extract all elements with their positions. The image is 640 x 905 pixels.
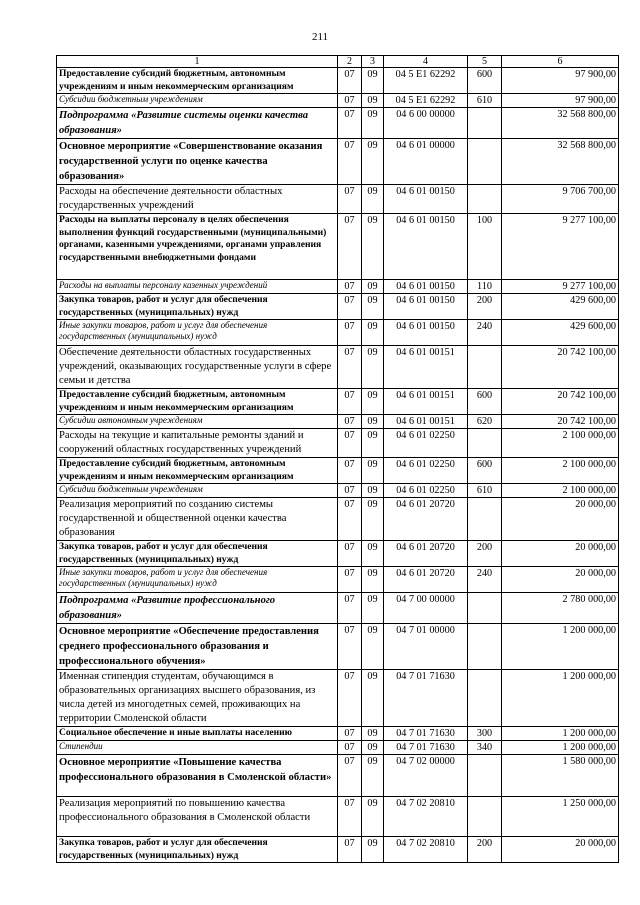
row-name: Иные закупки товаров, работ и услуг для обеспечения государственных (муниципальных) нужд bbox=[57, 567, 338, 593]
row-amount: 97 900,00 bbox=[502, 68, 619, 94]
row-amount: 20 742 100,00 bbox=[502, 346, 619, 389]
row-section: 07 bbox=[338, 670, 362, 727]
row-target-code: 04 7 01 71630 bbox=[384, 741, 468, 755]
row-amount: 32 568 800,00 bbox=[502, 108, 619, 139]
row-target-code: 04 6 01 00150 bbox=[384, 185, 468, 214]
row-subsection: 09 bbox=[362, 346, 384, 389]
row-amount: 1 200 000,00 bbox=[502, 727, 619, 741]
row-expense-type: 340 bbox=[468, 741, 502, 755]
row-amount: 2 100 000,00 bbox=[502, 429, 619, 458]
row-expense-type: 610 bbox=[468, 484, 502, 498]
row-section: 07 bbox=[338, 108, 362, 139]
row-target-code: 04 6 01 00151 bbox=[384, 346, 468, 389]
table-row bbox=[57, 755, 619, 797]
row-section: 07 bbox=[338, 68, 362, 94]
row-expense-type: 610 bbox=[468, 94, 502, 108]
table-row bbox=[57, 593, 619, 624]
row-name: Закупка товаров, работ и услуг для обеспечения государственных (муниципальных) нужд bbox=[57, 541, 338, 567]
row-subsection: 09 bbox=[362, 139, 384, 185]
column-header-subsection: 3 bbox=[362, 56, 384, 68]
row-subsection: 09 bbox=[362, 320, 384, 346]
row-amount: 429 600,00 bbox=[502, 320, 619, 346]
row-section: 07 bbox=[338, 94, 362, 108]
row-expense-type: 240 bbox=[468, 567, 502, 593]
page-number: 211 bbox=[311, 31, 329, 43]
row-section: 07 bbox=[338, 797, 362, 837]
row-section: 07 bbox=[338, 320, 362, 346]
row-section: 07 bbox=[338, 389, 362, 415]
table-row bbox=[57, 670, 619, 727]
column-header-target: 4 bbox=[384, 56, 468, 68]
row-subsection: 09 bbox=[362, 389, 384, 415]
row-name: Обеспечение деятельности областных государственных учреждений, оказывающих государственные услуги в сфере семьи и детства bbox=[57, 346, 338, 389]
row-amount: 9 706 700,00 bbox=[502, 185, 619, 214]
row-name: Предоставление субсидий бюджетным, автономным учреждениям и иным некоммерческим организациям bbox=[57, 389, 338, 415]
column-header-amount: 6 bbox=[502, 56, 619, 68]
row-amount: 2 100 000,00 bbox=[502, 458, 619, 484]
table-row bbox=[57, 429, 619, 458]
row-target-code: 04 7 01 71630 bbox=[384, 727, 468, 741]
table-body bbox=[57, 68, 619, 863]
row-section: 07 bbox=[338, 727, 362, 741]
row-target-code: 04 6 01 00151 bbox=[384, 389, 468, 415]
row-name: Реализация мероприятий по повышению качества профессионального образования в Смоленской области bbox=[57, 797, 338, 837]
row-name: Субсидии автономным учреждениям bbox=[57, 415, 338, 429]
row-subsection: 09 bbox=[362, 94, 384, 108]
row-target-code: 04 5 E1 62292 bbox=[384, 94, 468, 108]
row-name: Закупка товаров, работ и услуг для обеспечения государственных (муниципальных) нужд bbox=[57, 837, 338, 863]
row-expense-type: 100 bbox=[468, 214, 502, 280]
row-subsection: 09 bbox=[362, 741, 384, 755]
row-expense-type: 620 bbox=[468, 415, 502, 429]
row-section: 07 bbox=[338, 185, 362, 214]
table-row bbox=[57, 415, 619, 429]
row-expense-type bbox=[468, 108, 502, 139]
table-row bbox=[57, 727, 619, 741]
row-name: Основное мероприятие «Обеспечение предоставления среднего профессионального образования и профессионального обучения» bbox=[57, 624, 338, 670]
row-section: 07 bbox=[338, 280, 362, 294]
row-expense-type bbox=[468, 624, 502, 670]
row-section: 07 bbox=[338, 755, 362, 797]
row-amount: 20 742 100,00 bbox=[502, 389, 619, 415]
row-section: 07 bbox=[338, 498, 362, 541]
row-target-code: 04 6 01 20720 bbox=[384, 498, 468, 541]
row-name: Социальное обеспечение и иные выплаты населению bbox=[57, 727, 338, 741]
row-amount: 9 277 100,00 bbox=[502, 214, 619, 280]
row-amount: 429 600,00 bbox=[502, 294, 619, 320]
row-target-code: 04 6 01 00150 bbox=[384, 280, 468, 294]
row-target-code: 04 7 02 20810 bbox=[384, 837, 468, 863]
row-amount: 2 780 000,00 bbox=[502, 593, 619, 624]
row-amount: 20 000,00 bbox=[502, 567, 619, 593]
row-target-code: 04 7 01 71630 bbox=[384, 670, 468, 727]
row-amount: 9 277 100,00 bbox=[502, 280, 619, 294]
row-section: 07 bbox=[338, 139, 362, 185]
table-row bbox=[57, 214, 619, 280]
row-expense-type: 200 bbox=[468, 837, 502, 863]
row-section: 07 bbox=[338, 214, 362, 280]
row-target-code: 04 6 00 00000 bbox=[384, 108, 468, 139]
row-target-code: 04 7 02 20810 bbox=[384, 797, 468, 837]
row-subsection: 09 bbox=[362, 837, 384, 863]
row-target-code: 04 7 02 00000 bbox=[384, 755, 468, 797]
row-subsection: 09 bbox=[362, 755, 384, 797]
row-expense-type: 240 bbox=[468, 320, 502, 346]
table-row bbox=[57, 68, 619, 94]
row-subsection: 09 bbox=[362, 567, 384, 593]
row-name: Закупка товаров, работ и услуг для обеспечения государственных (муниципальных) нужд bbox=[57, 294, 338, 320]
row-subsection: 09 bbox=[362, 108, 384, 139]
row-section: 07 bbox=[338, 624, 362, 670]
row-amount: 20 742 100,00 bbox=[502, 415, 619, 429]
row-subsection: 09 bbox=[362, 593, 384, 624]
row-expense-type bbox=[468, 593, 502, 624]
table-row bbox=[57, 541, 619, 567]
row-target-code: 04 6 01 00150 bbox=[384, 294, 468, 320]
table-row bbox=[57, 837, 619, 863]
row-name: Подпрограмма «Развитие системы оценки качества образования» bbox=[57, 108, 338, 139]
column-header-row bbox=[57, 56, 619, 68]
row-subsection: 09 bbox=[362, 484, 384, 498]
row-subsection: 09 bbox=[362, 429, 384, 458]
row-expense-type: 200 bbox=[468, 541, 502, 567]
row-amount: 32 568 800,00 bbox=[502, 139, 619, 185]
row-amount: 20 000,00 bbox=[502, 541, 619, 567]
table-row bbox=[57, 797, 619, 837]
row-section: 07 bbox=[338, 415, 362, 429]
table-row bbox=[57, 320, 619, 346]
row-amount: 1 250 000,00 bbox=[502, 797, 619, 837]
table-row bbox=[57, 280, 619, 294]
row-subsection: 09 bbox=[362, 415, 384, 429]
row-subsection: 09 bbox=[362, 294, 384, 320]
row-name: Основное мероприятие «Повышение качества профессионального образования в Смоленской области» bbox=[57, 755, 338, 797]
row-name: Предоставление субсидий бюджетным, автономным учреждениям и иным некоммерческим организациям bbox=[57, 68, 338, 94]
row-section: 07 bbox=[338, 429, 362, 458]
row-section: 07 bbox=[338, 541, 362, 567]
row-target-code: 04 6 01 00151 bbox=[384, 415, 468, 429]
row-expense-type bbox=[468, 498, 502, 541]
row-name: Именная стипендия студентам, обучающимся в образовательных организациях высшего образования, из числа детей из многодетных семей, проживающих на территории Смоленской области bbox=[57, 670, 338, 727]
table-row bbox=[57, 498, 619, 541]
row-amount: 2 100 000,00 bbox=[502, 484, 619, 498]
table-row bbox=[57, 185, 619, 214]
row-subsection: 09 bbox=[362, 498, 384, 541]
row-section: 07 bbox=[338, 567, 362, 593]
row-amount: 20 000,00 bbox=[502, 498, 619, 541]
row-name: Реализация мероприятий по созданию системы государственной и общественной оценки качества образования bbox=[57, 498, 338, 541]
row-subsection: 09 bbox=[362, 280, 384, 294]
row-subsection: 09 bbox=[362, 797, 384, 837]
row-expense-type bbox=[468, 797, 502, 837]
row-name: Иные закупки товаров, работ и услуг для обеспечения государственных (муниципальных) нужд bbox=[57, 320, 338, 346]
table-row bbox=[57, 294, 619, 320]
row-target-code: 04 7 01 00000 bbox=[384, 624, 468, 670]
row-section: 07 bbox=[338, 593, 362, 624]
row-name: Расходы на выплаты персоналу казенных учреждений bbox=[57, 280, 338, 294]
table-row bbox=[57, 458, 619, 484]
row-target-code: 04 6 01 00000 bbox=[384, 139, 468, 185]
table-row bbox=[57, 139, 619, 185]
row-section: 07 bbox=[338, 741, 362, 755]
row-section: 07 bbox=[338, 346, 362, 389]
row-amount: 1 200 000,00 bbox=[502, 670, 619, 727]
row-subsection: 09 bbox=[362, 624, 384, 670]
row-section: 07 bbox=[338, 458, 362, 484]
row-name: Расходы на обеспечение деятельности областных государственных учреждений bbox=[57, 185, 338, 214]
row-name: Стипендии bbox=[57, 741, 338, 755]
row-section: 07 bbox=[338, 837, 362, 863]
row-expense-type: 200 bbox=[468, 294, 502, 320]
row-name: Расходы на текущие и капитальные ремонты зданий и сооружений областных государственных учреждений bbox=[57, 429, 338, 458]
table-row bbox=[57, 94, 619, 108]
row-expense-type bbox=[468, 755, 502, 797]
table-row bbox=[57, 389, 619, 415]
row-name: Подпрограмма «Развитие профессионального образования» bbox=[57, 593, 338, 624]
row-name: Субсидии бюджетным учреждениям bbox=[57, 484, 338, 498]
row-name: Основное мероприятие «Совершенствование оказания государственной услуги по оценке качества образования» bbox=[57, 139, 338, 185]
row-amount: 20 000,00 bbox=[502, 837, 619, 863]
table-row bbox=[57, 741, 619, 755]
row-target-code: 04 6 01 02250 bbox=[384, 484, 468, 498]
row-expense-type: 110 bbox=[468, 280, 502, 294]
row-target-code: 04 6 01 20720 bbox=[384, 541, 468, 567]
row-amount: 1 580 000,00 bbox=[502, 755, 619, 797]
row-name: Предоставление субсидий бюджетным, автономным учреждениям и иным некоммерческим организациям bbox=[57, 458, 338, 484]
row-amount: 1 200 000,00 bbox=[502, 624, 619, 670]
row-name: Расходы на выплаты персоналу в целях обеспечения выполнения функций государственными (муниципальными) органами, казенными учреждениями, органами управления государственными внебюджетными фондами bbox=[57, 214, 338, 280]
table-row bbox=[57, 484, 619, 498]
budget-table bbox=[56, 55, 619, 863]
table-row bbox=[57, 108, 619, 139]
row-target-code: 04 6 01 00150 bbox=[384, 214, 468, 280]
row-amount: 1 200 000,00 bbox=[502, 741, 619, 755]
row-subsection: 09 bbox=[362, 214, 384, 280]
column-header-name: 1 bbox=[57, 56, 338, 68]
row-section: 07 bbox=[338, 294, 362, 320]
row-expense-type: 600 bbox=[468, 458, 502, 484]
row-target-code: 04 6 01 02250 bbox=[384, 429, 468, 458]
row-target-code: 04 6 01 00150 bbox=[384, 320, 468, 346]
row-subsection: 09 bbox=[362, 68, 384, 94]
row-expense-type: 600 bbox=[468, 68, 502, 94]
row-subsection: 09 bbox=[362, 458, 384, 484]
row-expense-type bbox=[468, 185, 502, 214]
row-target-code: 04 7 00 00000 bbox=[384, 593, 468, 624]
row-target-code: 04 5 E1 62292 bbox=[384, 68, 468, 94]
row-subsection: 09 bbox=[362, 541, 384, 567]
column-header-section: 2 bbox=[338, 56, 362, 68]
row-expense-type bbox=[468, 670, 502, 727]
row-subsection: 09 bbox=[362, 670, 384, 727]
row-expense-type bbox=[468, 429, 502, 458]
table-row bbox=[57, 624, 619, 670]
row-section: 07 bbox=[338, 484, 362, 498]
row-name: Субсидии бюджетным учреждениям bbox=[57, 94, 338, 108]
row-expense-type bbox=[468, 346, 502, 389]
row-expense-type bbox=[468, 139, 502, 185]
row-subsection: 09 bbox=[362, 727, 384, 741]
row-expense-type: 300 bbox=[468, 727, 502, 741]
row-target-code: 04 6 01 02250 bbox=[384, 458, 468, 484]
table-row bbox=[57, 346, 619, 389]
table-row bbox=[57, 567, 619, 593]
row-amount: 97 900,00 bbox=[502, 94, 619, 108]
row-target-code: 04 6 01 20720 bbox=[384, 567, 468, 593]
row-subsection: 09 bbox=[362, 185, 384, 214]
column-header-expense: 5 bbox=[468, 56, 502, 68]
row-expense-type: 600 bbox=[468, 389, 502, 415]
